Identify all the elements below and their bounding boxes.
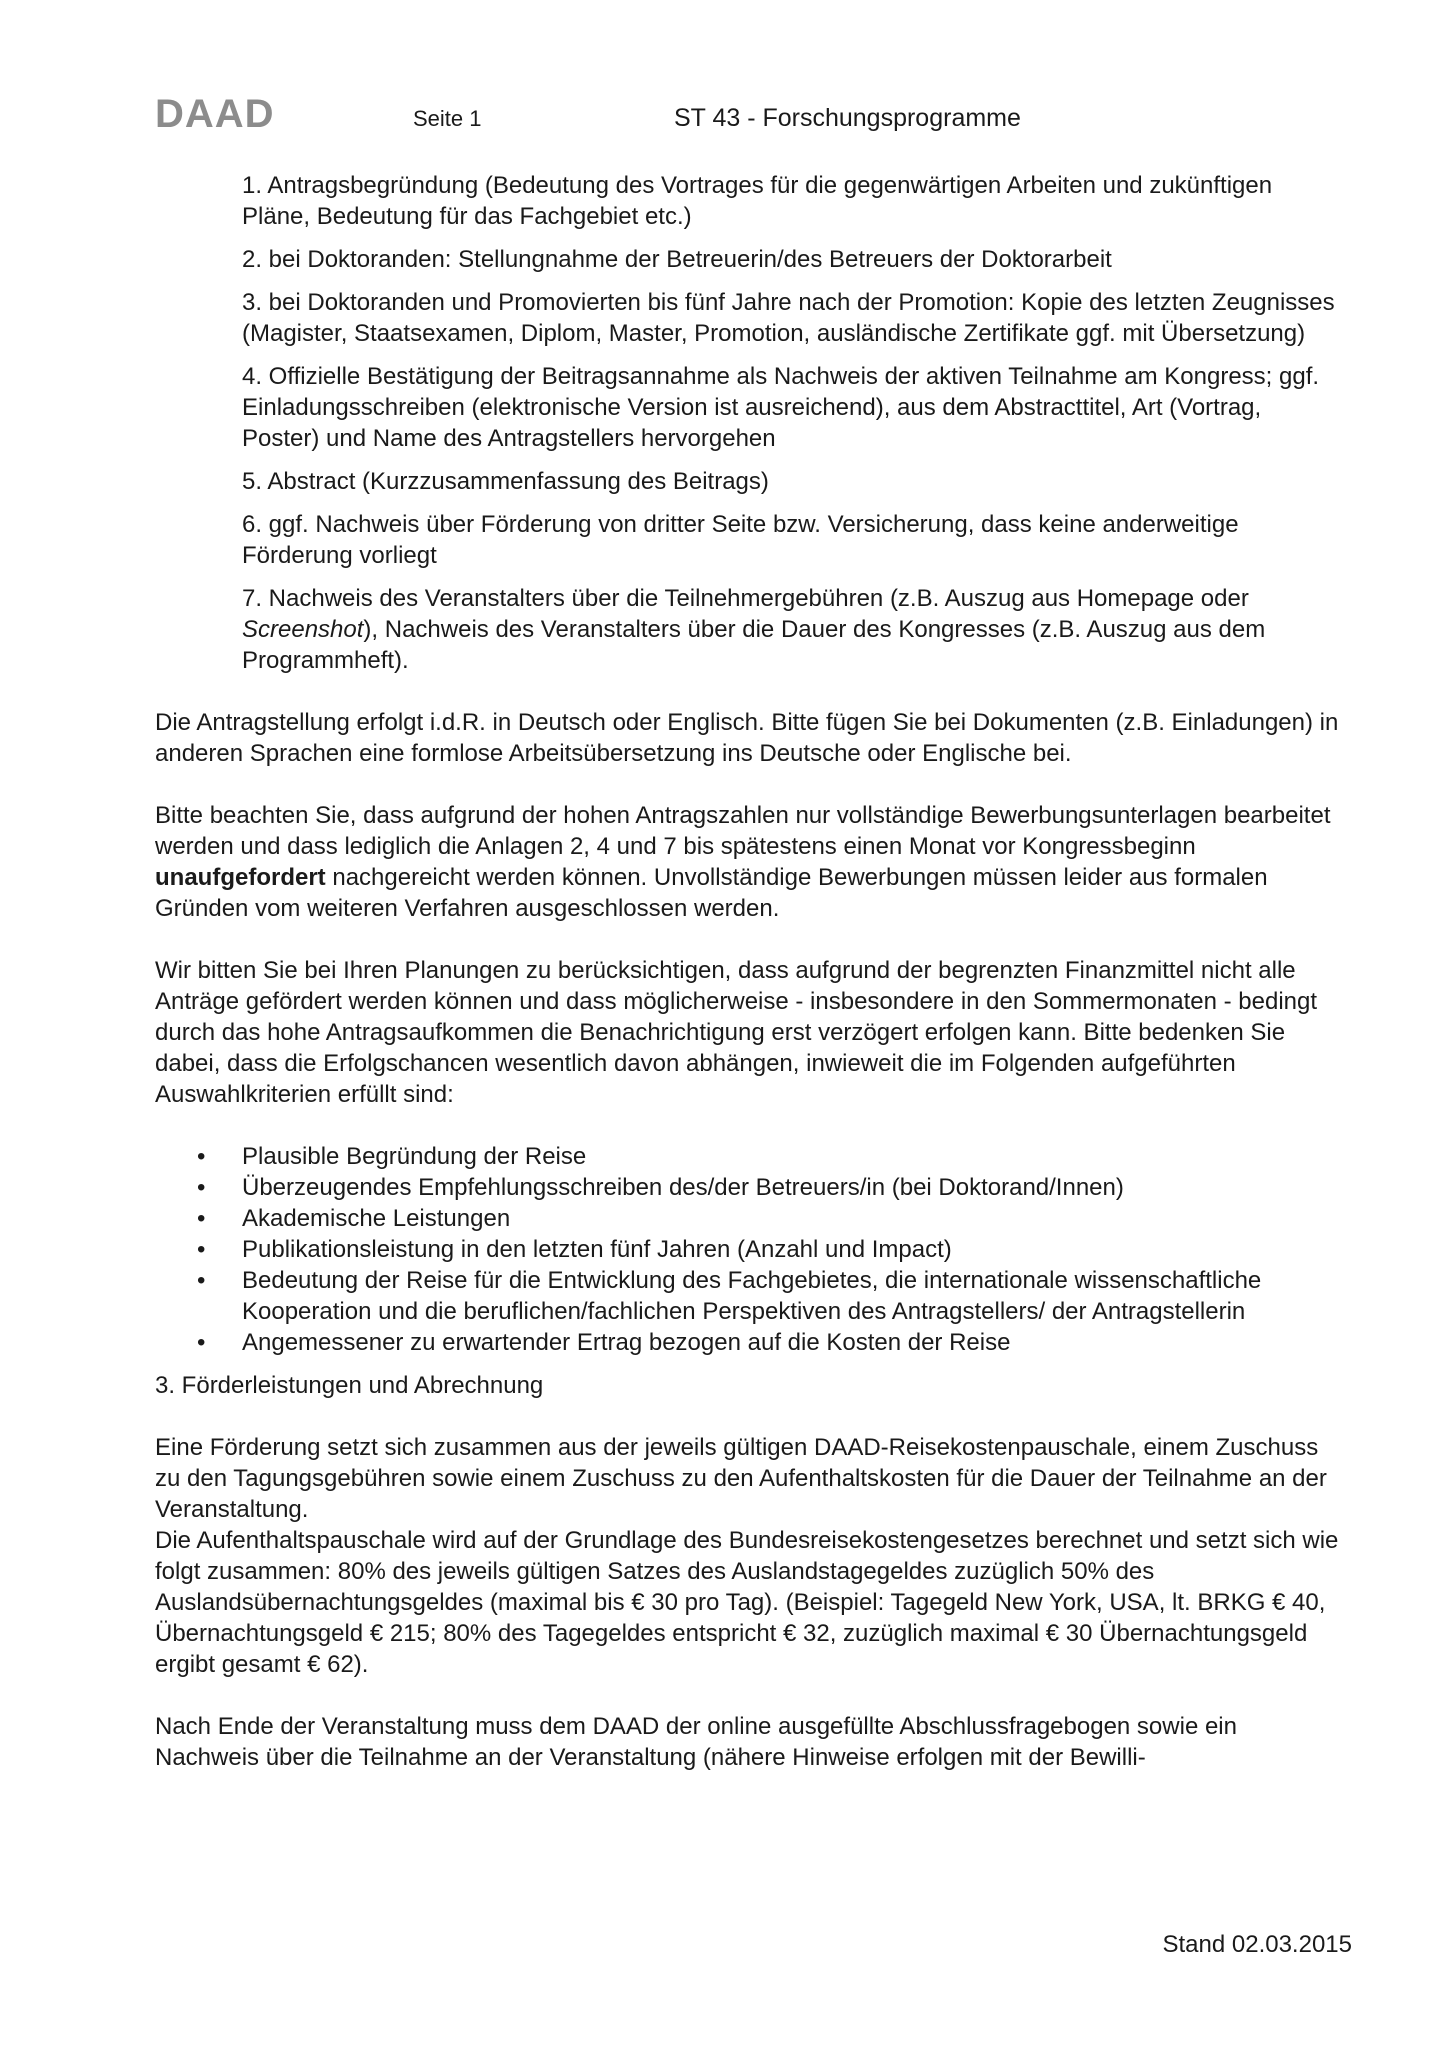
section-heading: 3. Förderleistungen und Abrechnung [155, 1372, 544, 1399]
bold-text: unaufgefordert [155, 864, 326, 891]
criteria-item [155, 1265, 1340, 1327]
page-number: Seite 1 [413, 106, 482, 131]
selection-criteria-list [155, 1141, 1340, 1358]
paragraph-text: nachgereicht werden können. Unvollständige Bewerbungen müssen leider aus formalen Gründen vom weiteren Verfahren ausgeschlossen werden. [155, 864, 1268, 922]
emphasis-text: Screenshot [242, 616, 364, 643]
list-item-text: ), Nachweis des Veranstalters über die Dauer des Kongresses (z.B. Auszug aus dem Programmheft). [242, 616, 1266, 674]
criteria-item [155, 1172, 1340, 1203]
list-item: 1. Antragsbegründung (Bedeutung des Vortrages für die gegenwärtigen Arbeiten und zukünftigen Pläne, Bedeutung für das Fachgebiet etc.) [242, 172, 1273, 230]
bullet-icon: • [197, 1205, 206, 1232]
closing-paragraph: Nach Ende der Veranstaltung muss dem DAAD der online ausgefüllte Abschlussfragebogen sowie ein Nachweis über die Teilnahme an der Veranstaltung (nähere Hinweise erfolgen mit der Bewilli- [155, 1713, 1237, 1771]
funding-paragraph: Eine Förderung setzt sich zusammen aus der jeweils gültigen DAAD-Reisekostenpauschale, einem Zuschuss zu den Tagungsgebühren sowie einem Zuschuss zu den Aufenthaltskosten für die Dauer der Teilnahme an der Veranstaltung. [155, 1434, 1327, 1523]
criteria-item [155, 1203, 1340, 1234]
page-header [155, 92, 1355, 140]
list-item: 5. Abstract (Kurzzusammenfassung des Beitrags) [242, 468, 769, 495]
bullet-icon: • [197, 1174, 206, 1201]
language-paragraph: Die Antragstellung erfolgt i.d.R. in Deutsch oder Englisch. Bitte fügen Sie bei Dokumenten (z.B. Einladungen) in anderen Sprachen eine formlose Arbeitsübersetzung ins Deutsche oder Englische bei. [155, 709, 1339, 767]
criteria-text: Plausible Begründung der Reise [242, 1143, 587, 1170]
bullet-icon: • [197, 1236, 206, 1263]
list-item [242, 583, 1340, 676]
criteria-text: Publikationsleistung in den letzten fünf Jahren (Anzahl und Impact) [242, 1236, 952, 1263]
daad-logo: DAAD [155, 92, 275, 136]
bullet-icon: • [197, 1329, 206, 1356]
document-title: ST 43 - Forschungsprogramme [674, 104, 1021, 132]
document-body [155, 170, 1340, 1773]
footer-date: Stand 02.03.2015 [1162, 1931, 1352, 1958]
list-item-text: 7. Nachweis des Veranstalters über die Teilnehmergebühren (z.B. Auszug aus Homepage oder [242, 585, 1249, 612]
list-item: 3. bei Doktoranden und Promovierten bis fünf Jahre nach der Promotion: Kopie des letzten Zeugnisses (Magister, Staatsexamen, Diplom, Master, Promotion, ausländische Zertifikate ggf. mit Übersetzung) [242, 289, 1335, 347]
list-item: 6. ggf. Nachweis über Förderung von dritter Seite bzw. Versicherung, dass keine anderweitige Förderung vorliegt [242, 511, 1239, 569]
criteria-text: Angemessener zu erwartender Ertrag bezogen auf die Kosten der Reise [242, 1329, 1011, 1356]
criteria-text: Überzeugendes Empfehlungsschreiben des/der Betreuers/in (bei Doktorand/Innen) [242, 1174, 1124, 1201]
criteria-text: Akademische Leistungen [242, 1205, 511, 1232]
criteria-item [155, 1327, 1340, 1358]
required-documents-list [155, 170, 1340, 676]
allowance-paragraph: Die Aufenthaltspauschale wird auf der Grundlage des Bundesreisekostengesetzes berechnet und setzt sich wie folgt zusammen: 80% des jeweils gültigen Satzes des Auslandstagegeldes zuzüglich 50% des Auslandsübernachtungsgeldes (maximal bis € 30 pro Tag). (Beispiel: Tagegeld New York, USA, lt. BRKG € 40, Übernachtungsgeld € 215; 80% des Tagegeldes entspricht € 32, zuzüglich maximal € 30 Übernachtungsgeld ergibt gesamt € 62). [155, 1527, 1339, 1678]
completeness-paragraph [155, 800, 1340, 924]
list-item: 4. Offizielle Bestätigung der Beitragsannahme als Nachweis der aktiven Teilnahme am Kongress; ggf. Einladungsschreiben (elektronische Version ist ausreichend), aus dem Abstracttitel, Art (Vortrag, Poster) und Name des Antragstellers hervorgehen [242, 363, 1320, 452]
criteria-item [155, 1141, 1340, 1172]
criteria-item [155, 1234, 1340, 1265]
bullet-icon: • [197, 1267, 206, 1294]
planning-paragraph: Wir bitten Sie bei Ihren Planungen zu berücksichtigen, dass aufgrund der begrenzten Finanzmittel nicht alle Anträge gefördert werden können und dass möglicherweise - insbesondere in den Sommermonaten - bedingt durch das hohe Antragsaufkommen die Benachrichtigung erst verzögert erfolgen kann. Bitte bedenken Sie dabei, dass die Erfolgschancen wesentlich davon abhängen, inwieweit die im Folgenden aufgeführten Auswahlkriterien erfüllt sind: [155, 957, 1318, 1108]
bullet-icon: • [197, 1143, 206, 1170]
paragraph-text: Bitte beachten Sie, dass aufgrund der hohen Antragszahlen nur vollständige Bewerbungsunterlagen bearbeitet werden und dass lediglich die Anlagen 2, 4 und 7 bis spätestens einen Monat vor Kongressbeginn [155, 802, 1331, 860]
list-item: 2. bei Doktoranden: Stellungnahme der Betreuerin/des Betreuers der Doktorarbeit [242, 246, 1112, 273]
criteria-text: Bedeutung der Reise für die Entwicklung des Fachgebietes, die internationale wissenschaftliche Kooperation und die beruflichen/fachlichen Perspektiven des Antragstellers/ der Antragstellerin [242, 1267, 1262, 1325]
